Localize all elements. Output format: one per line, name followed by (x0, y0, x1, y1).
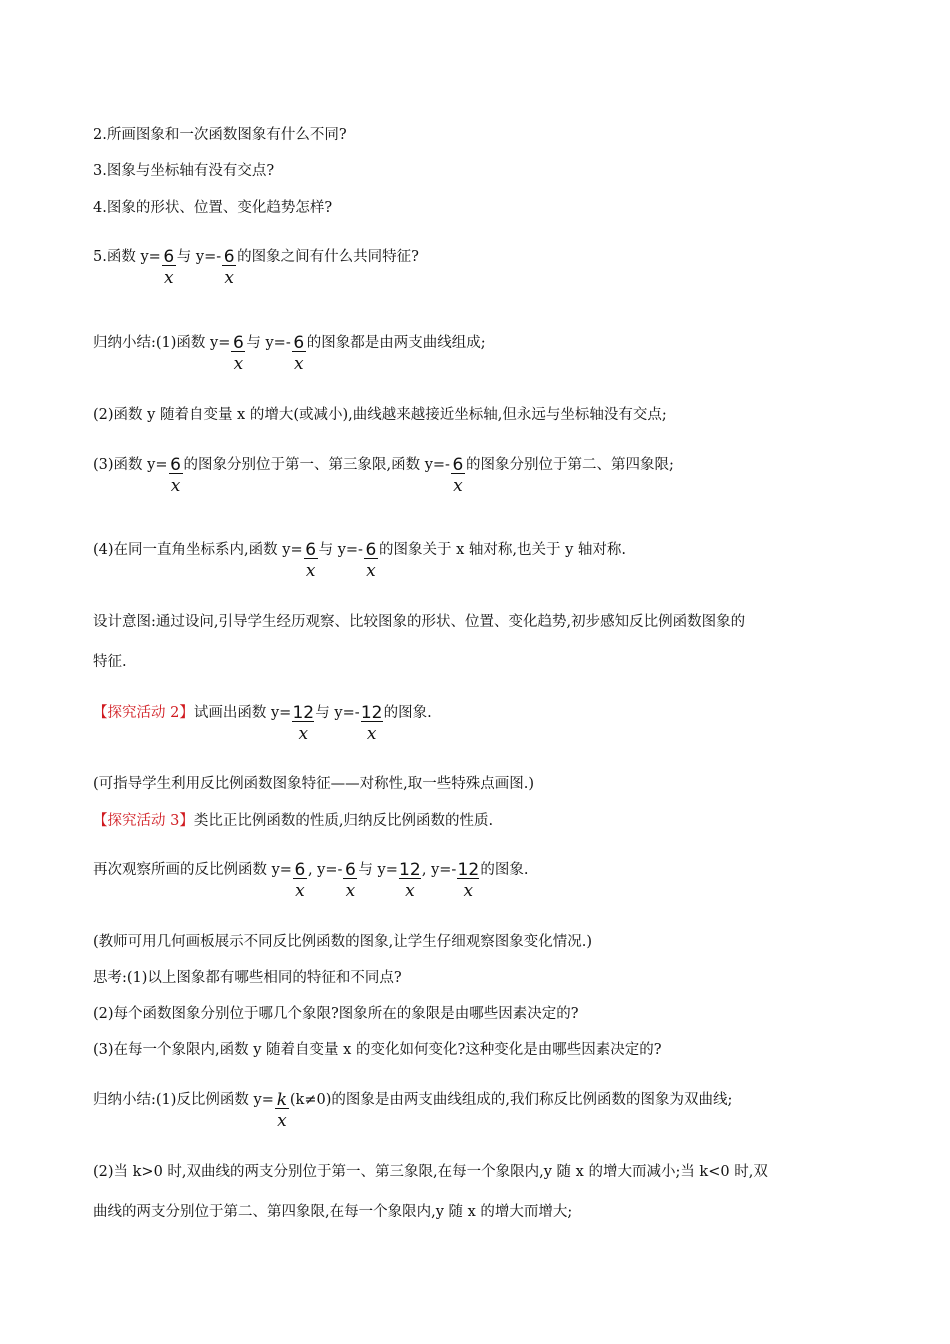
fraction-12-over-x: $\frac{12}{x}$ (360, 703, 383, 744)
question-4: 4.图象的形状、位置、变化趋势怎样? (93, 200, 333, 216)
conclusion-2-line-2: 曲线的两支分别位于第二、第四象限,在每一个象限内,y 随 x 的增大而增大; (93, 1204, 573, 1220)
activity-2: 【探究活动 2】试画出函数 y= $\frac{12}{x}$ 与 y=- $\frac{12}{x}$ 的图象. (93, 703, 432, 744)
think-1: 思考:(1)以上图象都有哪些相同的特征和不同点? (93, 970, 402, 986)
fraction-6-over-x: $\frac{6}{x}$ (170, 455, 181, 496)
fraction-6-over-x: $\frac{6}{x}$ (365, 540, 377, 581)
activity-3: 【探究活动 3】类比正比例函数的性质,归纳反比例函数的性质. (93, 813, 494, 829)
design-intent-line-2: 特征. (93, 654, 127, 670)
fraction-6-over-x: $\frac{6}{x}$ (223, 247, 235, 288)
summary-2: (2)函数 y 随着自变量 x 的增大(或减小),曲线越来越接近坐标轴,但永远与坐标轴没有交点; (93, 407, 667, 423)
fraction-6-over-x: $\frac{6}{x}$ (294, 860, 306, 901)
activity-3-tag: 【探究活动 3】 (93, 813, 194, 829)
summary-3: (3)函数 y= $\frac{6}{x}$ 的图象分别位于第一、第三象限,函数 y=- $\frac{6}{x}$ 的图象分别位于第二、第四象限; (93, 455, 674, 496)
fraction-6-over-x: $\frac{6}{x}$ (345, 860, 356, 901)
think-2: (2)每个函数图象分别位于哪几个象限?图象所在的象限是由哪些因素决定的? (93, 1006, 579, 1022)
teacher-note: (教师可用几何画板展示不同反比例函数的图象,让学生仔细观察图象变化情况.) (93, 934, 593, 950)
fraction-12-over-x: $\frac{12}{x}$ (457, 860, 480, 901)
observe-again: 再次观察所画的反比例函数 y= $\frac{6}{x}$ , y=- $\frac{6}{x}$ 与 y= $\frac{12}{x}$ , y=- $\frac{12}{x}$ 的图象. (93, 860, 529, 901)
fraction-6-over-x: $\frac{6}{x}$ (305, 540, 317, 581)
conclusion-2-line-1: (2)当 k>0 时,双曲线的两支分别位于第一、第三象限,在每一个象限内,y 随 x 的增大而减小;当 k<0 时,双 (93, 1164, 768, 1180)
fraction-12-over-x: $\frac{12}{x}$ (399, 860, 421, 901)
summary-1: 归纳小结:(1)函数 y= $\frac{6}{x}$ 与 y=- $\frac{6}{x}$ 的图象都是由两支曲线组成; (93, 333, 486, 374)
fraction-6-over-x: $\frac{6}{x}$ (163, 247, 175, 288)
question-3: 3.图象与坐标轴有没有交点? (93, 163, 275, 179)
summary-4: (4)在同一直角坐标系内,函数 y= $\frac{6}{x}$ 与 y=- $\frac{6}{x}$ 的图象关于 x 轴对称,也关于 y 轴对称. (93, 540, 626, 581)
fraction-12-over-x: $\frac{12}{x}$ (292, 703, 315, 744)
fraction-6-over-x: $\frac{6}{x}$ (293, 333, 305, 374)
design-intent-line-1: 设计意图:通过设问,引导学生经历观察、比较图象的形状、位置、变化趋势,初步感知反比例函数图象的 (93, 614, 746, 630)
fraction-6-over-x: $\frac{6}{x}$ (452, 455, 464, 496)
question-2: 2.所画图象和一次函数图象有什么不同? (93, 127, 347, 143)
drawing-hint: (可指导学生利用反比例函数图象特征——对称性,取一些特殊点画图.) (93, 776, 535, 792)
conclusion-1: 归纳小结:(1)反比例函数 y= $\frac{k}{x}$ (k≠0)的图象是由两支曲线组成的,我们称反比例函数的图象为双曲线; (93, 1090, 733, 1131)
fraction-6-over-x: $\frac{6}{x}$ (232, 333, 244, 374)
think-3: (3)在每一个象限内,函数 y 随着自变量 x 的变化如何变化?这种变化是由哪些因素决定的? (93, 1042, 662, 1058)
question-5: 5.函数 y= $\frac{6}{x}$ 与 y=- $\frac{6}{x}$ 的图象之间有什么共同特征? (93, 247, 419, 288)
fraction-k-over-x: $\frac{k}{x}$ (276, 1090, 288, 1131)
activity-2-tag: 【探究活动 2】 (93, 705, 194, 721)
